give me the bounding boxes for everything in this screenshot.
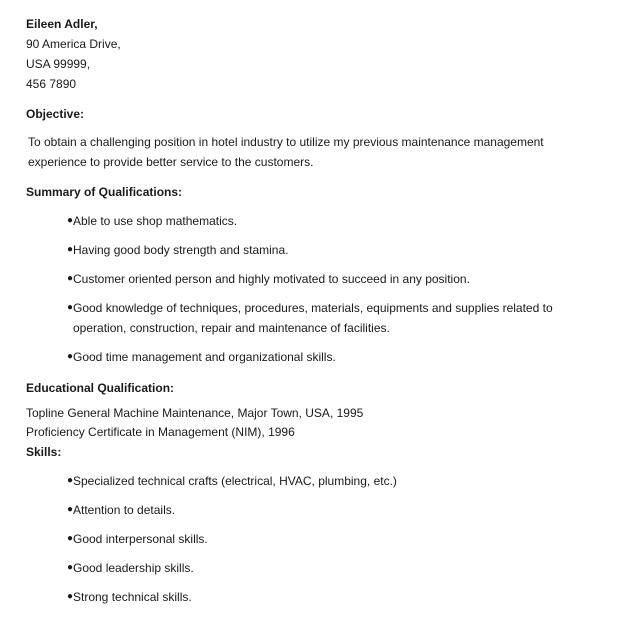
list-item-text: Good leadership skills. [73,561,194,575]
list-item-text: Having good body strength and stamina. [73,243,289,257]
skills-list [67,471,606,607]
list-item-text: Good time management and organizational skills. [73,350,336,364]
education-item: Topline General Machine Maintenance, Major Town, USA, 1995 [26,406,364,420]
resume-document [26,14,606,607]
list-item-text: Strong technical skills. [73,590,192,604]
education-item: Proficiency Certificate in Management (NIM), 1996 [26,425,295,439]
education-heading: Educational Qualification: [26,381,175,395]
list-item-text: Customer oriented person and highly motivated to succeed in any position. [73,272,470,286]
bullet-icon: ● [67,562,74,573]
objective-text: To obtain a challenging position in hotel industry to utilize my previous maintenance management experience to provide better service to the customers. [28,135,544,169]
education-section [26,378,606,442]
list-item-text: Good interpersonal skills. [73,532,208,546]
list-item-text: Attention to details. [73,503,176,517]
list-item [67,240,567,260]
skills-heading: Skills: [26,445,62,459]
list-item [67,558,567,578]
list-item-text: Specialized technical crafts (electrical, HVAC, plumbing, etc.) [73,474,397,488]
list-item-text: Good knowledge of techniques, procedures, materials, equipments and supplies related to operation, construction, repair and maintenance of facilities. [73,301,553,335]
contact-name: Eileen Adler, [26,17,98,31]
contact-country-zip: USA 99999, [26,57,91,71]
qualifications-heading: Summary of Qualifications: [26,185,183,199]
qualifications-list [67,211,606,367]
bullet-icon: ● [67,475,74,486]
contact-address: 90 America Drive, [26,37,121,51]
qualifications-section [26,182,606,367]
bullet-icon: ● [67,504,74,515]
list-item [67,298,567,338]
objective-heading: Objective: [26,107,85,121]
bullet-icon: ● [67,215,74,226]
list-item [67,471,567,491]
bullet-icon: ● [67,351,74,362]
list-item [67,269,567,289]
list-item [67,500,567,520]
objective-section [26,104,606,172]
bullet-icon: ● [67,302,74,313]
skills-section [26,442,606,607]
bullet-icon: ● [67,591,74,602]
list-item [67,529,567,549]
list-item-text: Able to use shop mathematics. [73,214,238,228]
bullet-icon: ● [67,244,74,255]
list-item [67,211,567,231]
list-item [67,587,567,607]
bullet-icon: ● [67,533,74,544]
contact-block [26,14,606,94]
bullet-icon: ● [67,273,74,284]
list-item [67,347,567,367]
contact-phone: 456 7890 [26,77,77,91]
